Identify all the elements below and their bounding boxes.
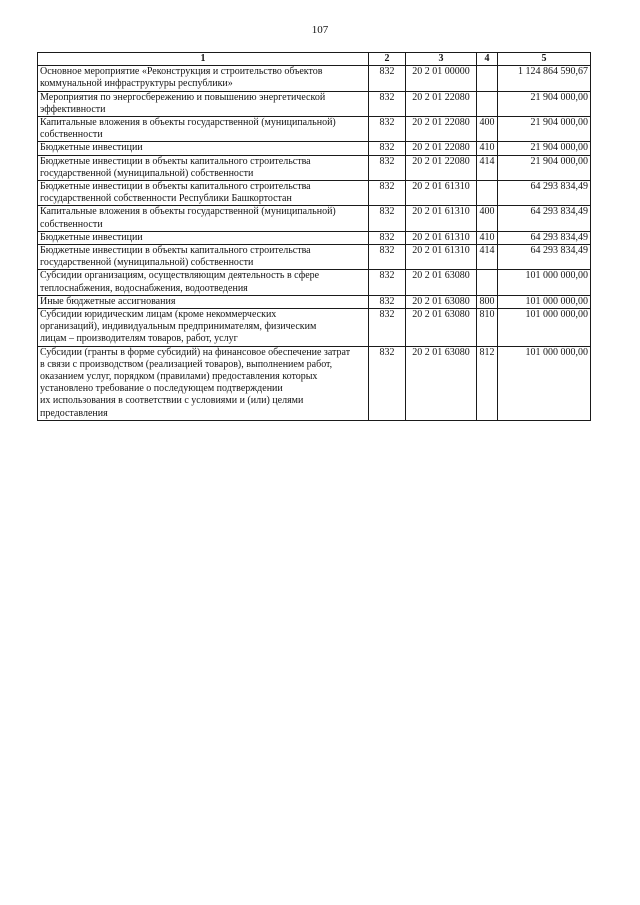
description-line: установлено требование о последующем подтверждении [40, 383, 283, 395]
description-line: Иные бюджетные ассигнования [40, 295, 176, 307]
column-header: 5 [498, 53, 591, 66]
description-line: в связи с производством (реализацией товаров), выполнением работ, [40, 358, 333, 370]
description-line: Бюджетные инвестиции [40, 142, 143, 154]
target-code-cell: 20 2 01 22080 [406, 91, 477, 116]
expense-type-cell: 414 [477, 155, 498, 180]
description-cell [38, 270, 369, 295]
description-cell [38, 346, 369, 420]
amount-cell: 64 293 834,49 [498, 206, 591, 231]
description-line: Субсидии (гранты в форме субсидий) на финансовое обеспечение затрат [40, 346, 351, 358]
page-number: 107 [311, 24, 329, 36]
table-row [38, 91, 591, 116]
expense-type-cell: 812 [477, 346, 498, 420]
description-cell [38, 91, 369, 116]
ministry-code-cell: 832 [369, 155, 406, 180]
ministry-code-cell: 832 [369, 91, 406, 116]
description-line: Капитальные вложения в объекты государственной (муниципальной) [40, 206, 336, 218]
expense-type-cell [477, 91, 498, 116]
ministry-code-cell: 832 [369, 142, 406, 155]
table-row [38, 270, 591, 295]
description-line: государственной (муниципальной) собственности [40, 167, 254, 179]
target-code-cell: 20 2 01 61310 [406, 231, 477, 244]
table-row [38, 295, 591, 308]
expense-type-cell: 800 [477, 295, 498, 308]
description-cell [38, 231, 369, 244]
description-cell [38, 117, 369, 142]
amount-cell: 101 000 000,00 [498, 270, 591, 295]
expense-type-cell: 810 [477, 309, 498, 347]
description-line: Мероприятия по энергосбережению и повышению энергетической [40, 91, 326, 103]
ministry-code-cell: 832 [369, 270, 406, 295]
target-code-cell: 20 2 01 22080 [406, 142, 477, 155]
expense-type-cell: 400 [477, 117, 498, 142]
description-line: государственной (муниципальной) собственности [40, 257, 254, 269]
table-row [38, 155, 591, 180]
description-line: Бюджетные инвестиции в объекты капитального строительства [40, 181, 311, 193]
description-line: Бюджетные инвестиции в объекты капитального строительства [40, 155, 311, 167]
ministry-code-cell: 832 [369, 295, 406, 308]
column-header: 2 [369, 53, 406, 66]
description-line: Капитальные вложения в объекты государственной (муниципальной) [40, 117, 336, 129]
description-line: лицам – производителям товаров, работ, услуг [40, 333, 238, 345]
budget-table [37, 52, 591, 421]
target-code-cell: 20 2 01 63080 [406, 346, 477, 420]
description-line: предоставления [40, 407, 108, 419]
description-cell [38, 295, 369, 308]
description-cell [38, 66, 369, 91]
ministry-code-cell: 832 [369, 245, 406, 270]
ministry-code-cell: 832 [369, 231, 406, 244]
description-line: Субсидии организациям, осуществляющим деятельность в сфере [40, 270, 320, 282]
description-line: эффективности [40, 103, 106, 115]
ministry-code-cell: 832 [369, 206, 406, 231]
table-row [38, 346, 591, 420]
table-header [38, 53, 591, 66]
description-cell [38, 181, 369, 206]
description-line: их использования в соответствии с условиями и (или) целями [40, 395, 304, 407]
expense-type-cell: 400 [477, 206, 498, 231]
header-row [38, 53, 591, 66]
table-row [38, 245, 591, 270]
amount-cell: 101 000 000,00 [498, 346, 591, 420]
table-row [38, 142, 591, 155]
table-row [38, 117, 591, 142]
amount-cell: 64 293 834,49 [498, 181, 591, 206]
description-line: собственности [40, 218, 103, 230]
description-line: Бюджетные инвестиции [40, 231, 143, 243]
ministry-code-cell: 832 [369, 181, 406, 206]
expense-type-cell [477, 181, 498, 206]
table-row [38, 66, 591, 91]
description-cell [38, 155, 369, 180]
amount-cell: 64 293 834,49 [498, 231, 591, 244]
description-cell [38, 309, 369, 347]
ministry-code-cell: 832 [369, 346, 406, 420]
description-line: оказанием услуг, порядком (правилами) предоставления которых [40, 371, 318, 383]
amount-cell: 21 904 000,00 [498, 117, 591, 142]
table-body [38, 66, 591, 421]
description-cell [38, 206, 369, 231]
ministry-code-cell: 832 [369, 117, 406, 142]
description-line: Субсидии юридическим лицам (кроме некоммерческих [40, 309, 277, 321]
expense-type-cell [477, 270, 498, 295]
expense-type-cell: 410 [477, 142, 498, 155]
table-row [38, 231, 591, 244]
expense-type-cell [477, 66, 498, 91]
description-line: собственности [40, 129, 103, 141]
amount-cell: 21 904 000,00 [498, 142, 591, 155]
amount-cell: 64 293 834,49 [498, 245, 591, 270]
target-code-cell: 20 2 01 63080 [406, 309, 477, 347]
target-code-cell: 20 2 01 61310 [406, 245, 477, 270]
description-cell [38, 142, 369, 155]
target-code-cell: 20 2 01 22080 [406, 155, 477, 180]
description-line: коммунальной инфраструктуры республики» [40, 78, 233, 90]
column-header: 3 [406, 53, 477, 66]
description-cell [38, 245, 369, 270]
target-code-cell: 20 2 01 00000 [406, 66, 477, 91]
expense-type-cell: 414 [477, 245, 498, 270]
expense-type-cell: 410 [477, 231, 498, 244]
target-code-cell: 20 2 01 63080 [406, 295, 477, 308]
amount-cell: 1 124 864 590,67 [498, 66, 591, 91]
ministry-code-cell: 832 [369, 309, 406, 347]
amount-cell: 21 904 000,00 [498, 91, 591, 116]
amount-cell: 101 000 000,00 [498, 295, 591, 308]
description-line: теплоснабжения, водоснабжения, водоотведения [40, 282, 248, 294]
target-code-cell: 20 2 01 61310 [406, 181, 477, 206]
target-code-cell: 20 2 01 22080 [406, 117, 477, 142]
description-line: Основное мероприятие «Реконструкция и строительство объектов [40, 66, 323, 78]
description-line: Бюджетные инвестиции в объекты капитального строительства [40, 245, 311, 257]
table-row [38, 309, 591, 347]
amount-cell: 21 904 000,00 [498, 155, 591, 180]
description-line: организаций), индивидуальным предпринимателям, физическим [40, 321, 317, 333]
table-row [38, 206, 591, 231]
amount-cell: 101 000 000,00 [498, 309, 591, 347]
column-header: 4 [477, 53, 498, 66]
column-header: 1 [38, 53, 369, 66]
target-code-cell: 20 2 01 63080 [406, 270, 477, 295]
target-code-cell: 20 2 01 61310 [406, 206, 477, 231]
description-line: государственной собственности Республики Башкортостан [40, 193, 292, 205]
table-row [38, 181, 591, 206]
ministry-code-cell: 832 [369, 66, 406, 91]
